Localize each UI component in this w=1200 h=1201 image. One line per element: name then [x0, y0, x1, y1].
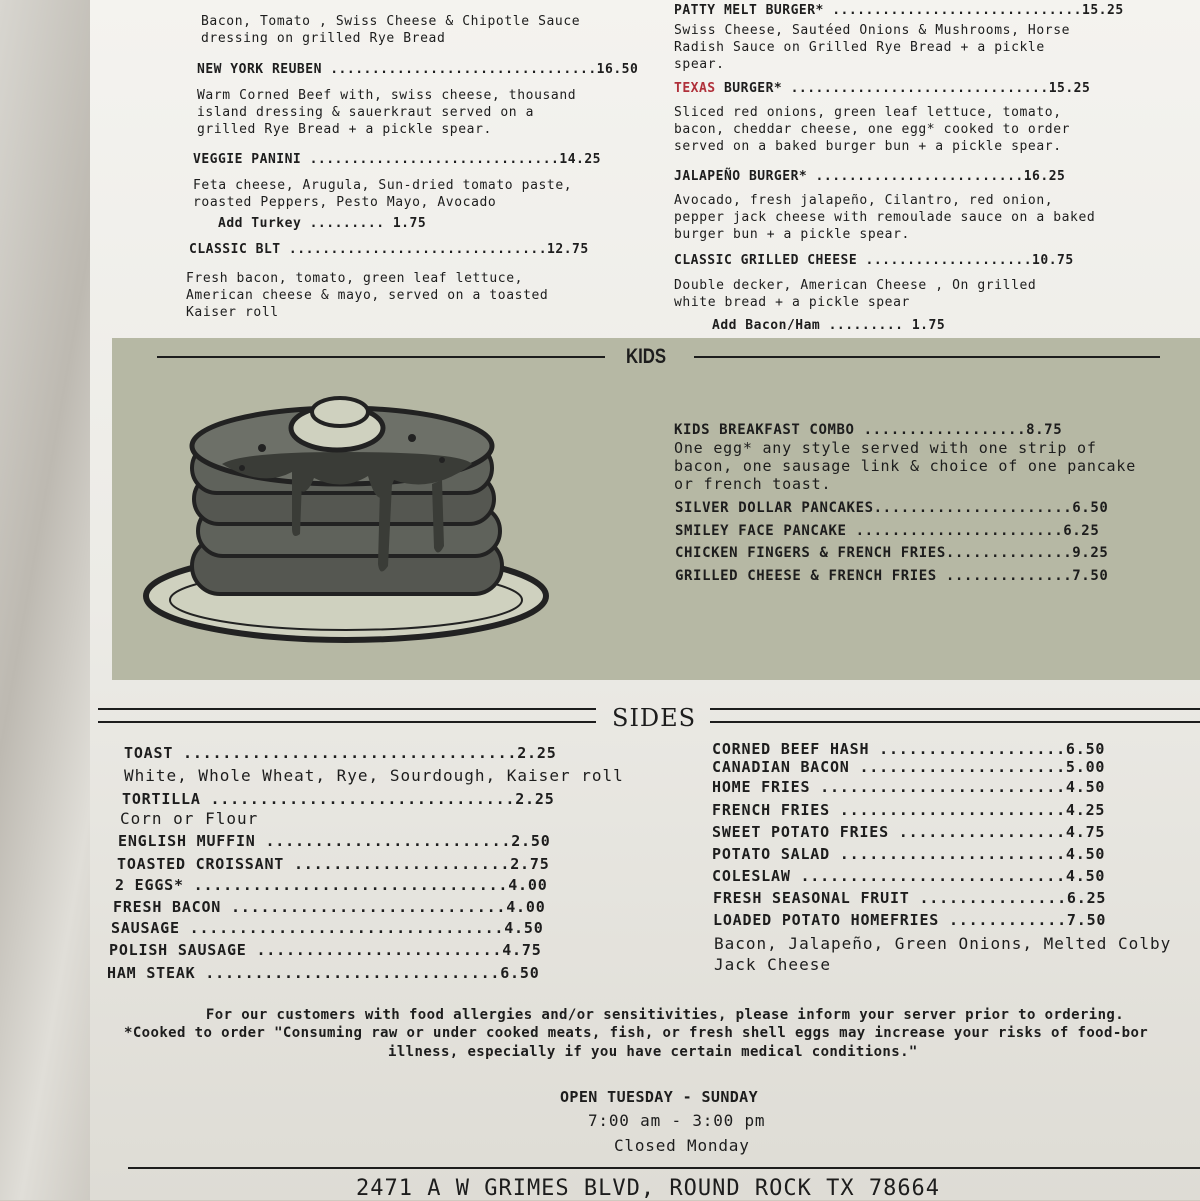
- address: 2471 A W GRIMES BLVD, ROUND ROCK TX 78664: [356, 1176, 941, 1201]
- open-hours: 7:00 am - 3:00 pm: [588, 1111, 766, 1130]
- menu-item-description: Feta cheese, Arugula, Sun-dried tomato paste, roasted Peppers, Pesto Mayo, Avocado: [193, 178, 573, 210]
- side-item-loaded-potato-homefries: LOADED POTATO HOMEFRIES ............7.50: [713, 911, 1107, 929]
- divider: [128, 1167, 1200, 1169]
- kids-combo-description: One egg* any style served with one strip of bacon, one sausage link & choice of one pancake or french toast.: [674, 439, 1137, 493]
- kids-item: CHICKEN FINGERS & FRENCH FRIES..............9.25: [675, 545, 1109, 561]
- side-item-corned-beef-hash: CORNED BEEF HASH ...................6.50: [712, 740, 1106, 758]
- divider: [710, 721, 1200, 723]
- side-item-fresh-bacon: FRESH BACON ............................4.00: [113, 898, 546, 916]
- side-item-home-fries: HOME FRIES .........................4.50: [712, 778, 1106, 796]
- divider: [710, 708, 1200, 710]
- side-item-description: Corn or Flour: [120, 809, 259, 828]
- open-days: OPEN TUESDAY - SUNDAY: [560, 1088, 759, 1106]
- menu-item-description: Avocado, fresh jalapeño, Cilantro, red onion, pepper jack cheese with remoulade sauce on a baked burger bun + a pickle spear.: [674, 193, 1096, 242]
- menu-item-description: Swiss Cheese, Sautéed Onions & Mushrooms, Horse Radish Sauce on Grilled Rye Bread + a pickle spear.: [674, 23, 1071, 72]
- texas-label: TEXAS: [674, 81, 716, 96]
- side-item-toasted-croissant: TOASTED CROISSANT ......................2.75: [117, 855, 550, 873]
- side-item-eggs: 2 EGGS* ................................4.00: [115, 876, 548, 894]
- side-item-tortilla: TORTILLA ...............................2.25: [122, 790, 555, 808]
- side-item-ham-steak: HAM STEAK ..............................6.50: [107, 964, 540, 982]
- side-item-canadian-bacon: CANADIAN BACON .....................5.00: [712, 758, 1106, 776]
- kids-breakfast-combo: KIDS BREAKFAST COMBO ..................8.75: [674, 422, 1063, 438]
- menu-item-veggie-panini: VEGGIE PANINI ..............................14.25: [193, 152, 602, 167]
- divider: [98, 708, 596, 710]
- side-item-description: White, Whole Wheat, Rye, Sourdough, Kaiser roll: [124, 766, 624, 785]
- menu-item-description: Double decker, American Cheese , On grilled white bread + a pickle spear: [674, 278, 1037, 310]
- divider: [98, 721, 596, 723]
- menu-item-jalapeno-burger: JALAPEÑO BURGER* .........................16.25: [674, 169, 1066, 184]
- menu-item-description: Sliced red onions, green leaf lettuce, tomato, bacon, cheddar cheese, one egg* cooked to order served on a baked burger bun + a pickle spear.: [674, 105, 1071, 154]
- side-item-coleslaw: COLESLAW ...........................4.50: [712, 867, 1106, 885]
- allergy-notice: *Cooked to order "Consuming raw or under cooked meats, fish, or fresh shell eggs may increase your risks of food-bor: [124, 1025, 1149, 1041]
- texas-burger-rest: BURGER* ...............................15.25: [715, 81, 1091, 96]
- menu-item-classic-blt: CLASSIC BLT ...............................12.75: [189, 242, 589, 257]
- kids-section: [112, 338, 1200, 680]
- sides-heading: SIDES: [612, 704, 697, 732]
- side-item-description: Bacon, Jalapeño, Green Onions, Melted Colby Jack Cheese: [714, 934, 1172, 974]
- side-item-sausage: SAUSAGE ................................4.50: [111, 919, 544, 937]
- side-item-potato-salad: POTATO SALAD .......................4.50: [712, 845, 1106, 863]
- allergy-notice: For our customers with food allergies and/or sensitivities, please inform your server prior to ordering.: [205, 1007, 1125, 1023]
- menu-item-patty-melt-burger: PATTY MELT BURGER* ..............................15.25: [674, 3, 1124, 18]
- divider: [694, 356, 1160, 358]
- menu-addon: Add Turkey ......... 1.75: [218, 216, 427, 231]
- kids-item: SMILEY FACE PANCAKE .......................6.25: [675, 523, 1100, 539]
- menu-item-classic-grilled-cheese: CLASSIC GRILLED CHEESE ....................10.75: [674, 253, 1074, 268]
- kids-item: SILVER DOLLAR PANCAKES......................6.50: [675, 500, 1109, 516]
- divider: [157, 356, 605, 358]
- sandwich-description: Bacon, Tomato , Swiss Cheese & Chipotle Sauce dressing on grilled Rye Bread: [201, 14, 581, 46]
- menu-item-description: Fresh bacon, tomato, green leaf lettuce, American cheese & mayo, served on a toasted Kaiser roll: [186, 271, 549, 320]
- allergy-notice: illness, especially if you have certain medical conditions.": [388, 1044, 918, 1060]
- side-item-english-muffin: ENGLISH MUFFIN .........................2.50: [118, 832, 551, 850]
- menu-item-description: Warm Corned Beef with, swiss cheese, thousand island dressing & sauerkraut served on a grilled Rye Bread + a pickle spear.: [197, 88, 577, 137]
- menu-item-texas-burger: [674, 81, 1090, 96]
- pancake-stack-illustration: [142, 368, 562, 648]
- side-item-polish-sausage: POLISH SAUSAGE .........................4.75: [109, 941, 542, 959]
- kids-heading: KIDS: [626, 345, 667, 368]
- kids-item: GRILLED CHEESE & FRENCH FRIES ..............7.50: [675, 568, 1109, 584]
- menu-item-new-york-reuben: NEW YORK REUBEN ................................16.50: [197, 62, 639, 77]
- side-item-toast: TOAST ..................................2.25: [124, 744, 557, 762]
- menu-addon: Add Bacon/Ham ......... 1.75: [712, 318, 946, 333]
- side-item-sweet-potato-fries: SWEET POTATO FRIES .................4.75: [712, 823, 1106, 841]
- side-item-fresh-seasonal-fruit: FRESH SEASONAL FRUIT ...............6.25: [713, 889, 1107, 907]
- side-item-french-fries: FRENCH FRIES .......................4.25: [712, 801, 1106, 819]
- closed-day: Closed Monday: [614, 1136, 750, 1155]
